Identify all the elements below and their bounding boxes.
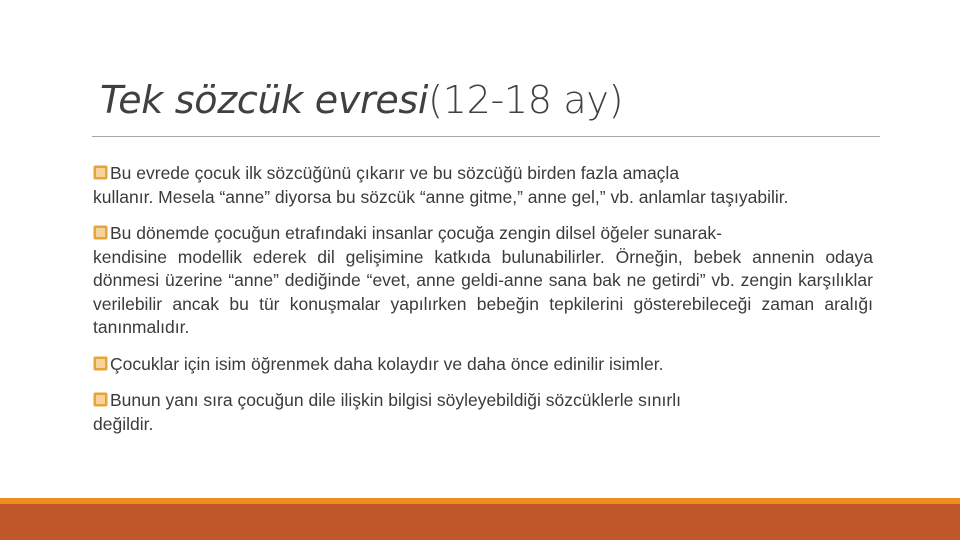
bullet-text-rest: kendisine modellik ederek dil gelişimine katkıda bulunabilirler. Örneğin, bebek annenin odaya dönmesi üzerine “anne” dediğinde “evet, anne geldi-anne sana bak ne getirdi” vb. zengin karşılıklar verilebilir ancak bu tür konuşmalar yapılırken bebeğin tepkilerini gösterebileceği zaman aralığı tanınmalıdır. [93,246,873,337]
bullet-item [92,162,873,209]
footer-band [0,504,960,540]
slide-title [100,78,623,122]
bullet-text-first: Bunun yanı sıra çocuğun dile ilişkin bilgisi söyleyebildiği sözcüklerle sınırlı [110,390,681,410]
bullet-text-rest: kullanır. Mesela “anne” diyorsa bu sözcük “anne gitme,” anne gel,” vb. anlamlar taşıyabilir. [93,186,789,207]
title-divider [92,136,880,137]
bullet-text-first: Çocuklar için isim öğrenmek daha kolaydır ve daha önce edinilir isimler. [110,353,664,374]
bullet-item [92,389,873,436]
square-checkbox-bullet-icon [93,392,108,407]
slide-body [92,162,873,449]
bullet-text-rest: değildir. [93,413,154,434]
bullet-item [92,222,873,340]
bullet-text-first: Bu dönemde çocuğun etrafındaki insanlar çocuğa zengin dilsel öğeler sunarak- [110,223,722,243]
bullet-text-first: Bu evrede çocuk ilk sözcüğünü çıkarır ve bu sözcüğü birden fazla amaçla [110,163,680,183]
bullet-item [92,353,873,377]
square-checkbox-bullet-icon [93,165,108,180]
slide-title-range: (12-18 ay) [428,78,624,122]
square-checkbox-bullet-icon [93,225,108,240]
square-checkbox-bullet-icon [93,356,108,371]
slide-title-italic: Tek sözcük evresi [100,78,429,122]
